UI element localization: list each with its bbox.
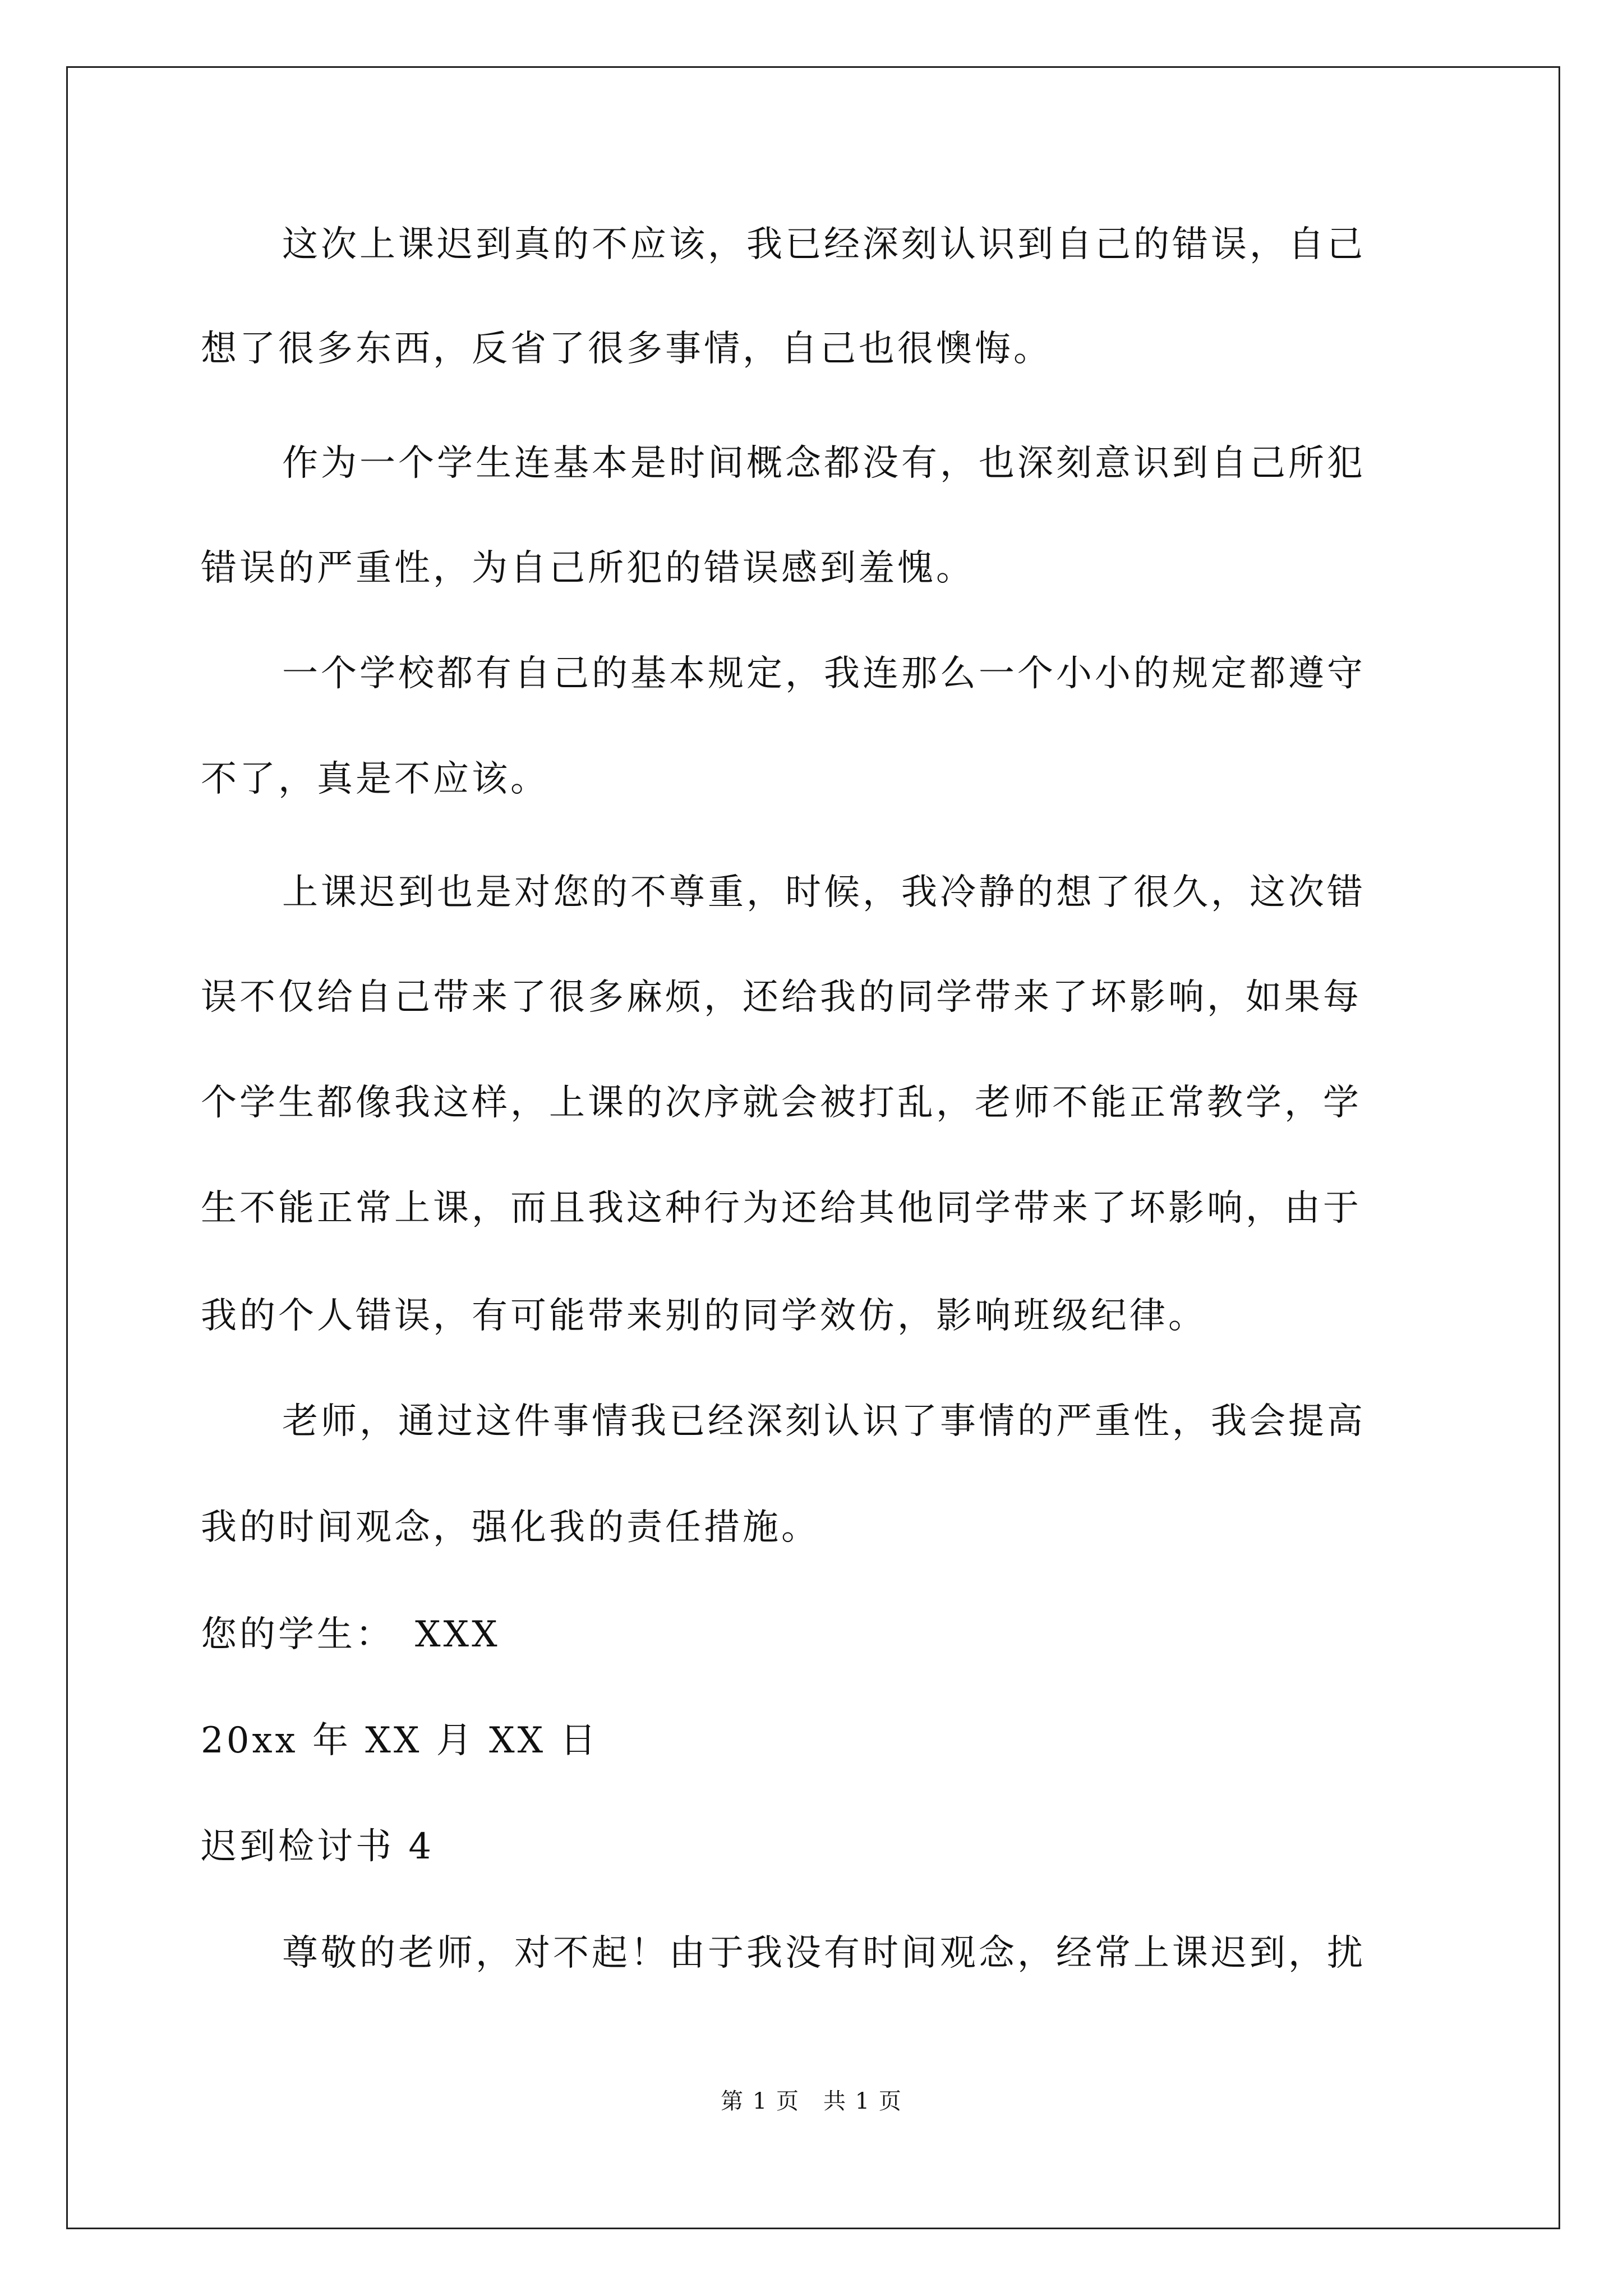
paragraph-1-line-2: 想了很多东西，反省了很多事情，自己也很懊悔。 <box>201 328 1052 370</box>
paragraph-4-line-1: 上课迟到也是对您的不尊重，时候，我冷静的想了很久，这次错 <box>282 872 1366 913</box>
signature-student: 您的学生： XXX <box>201 1614 500 1655</box>
paragraph-4-line-3: 个学生都像我这样，上课的次序就会被打乱，老师不能正常教学，学 <box>201 1082 1362 1124</box>
paragraph-2-line-2: 错误的严重性，为自己所犯的错误感到羞愧。 <box>201 547 975 589</box>
paragraph-4-line-4: 生不能正常上课，而且我这种行为还给其他同学带来了坏影响，由于 <box>201 1188 1362 1229</box>
paragraph-2-line-1: 作为一个学生连基本是时间概念都没有，也深刻意识到自己所犯 <box>282 443 1366 484</box>
section-title: 迟到检讨书 4 <box>201 1826 435 1867</box>
paragraph-4-line-5: 我的个人错误，有可能带来别的同学效仿，影响班级纪律。 <box>201 1295 1207 1337</box>
page-number: 第 1 页 共 1 页 <box>721 2088 902 2114</box>
paragraph-5-line-2: 我的时间观念，强化我的责任措施。 <box>201 1507 820 1548</box>
paragraph-3-line-1: 一个学校都有自己的基本规定，我连那么一个小小的规定都遵守 <box>282 653 1366 694</box>
signature-date: 20xx 年 XX 月 XX 日 <box>201 1720 599 1761</box>
paragraph-5-line-1: 老师，通过这件事情我已经深刻认识了事情的严重性，我会提高 <box>282 1401 1366 1442</box>
paragraph-6-line-1: 尊敬的老师，对不起！由于我没有时间观念，经常上课迟到，扰 <box>282 1932 1366 1974</box>
paragraph-4-line-2: 误不仅给自己带来了很多麻烦，还给我的同学带来了坏影响，如果每 <box>201 977 1362 1018</box>
page-border <box>66 66 1560 2229</box>
paragraph-1-line-1: 这次上课迟到真的不应该，我已经深刻认识到自己的错误，自己 <box>282 224 1366 265</box>
paragraph-3-line-2: 不了，真是不应该。 <box>201 758 549 800</box>
